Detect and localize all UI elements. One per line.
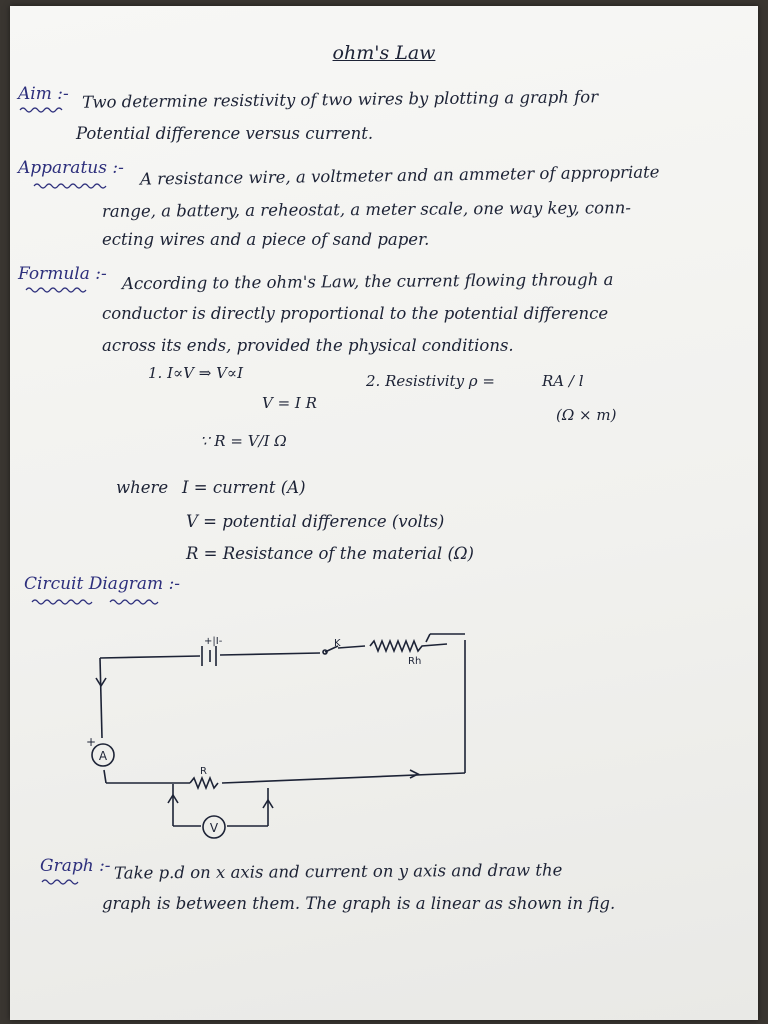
apparatus-line-2: range, a battery, a reheostat, a meter scale, one way key, conn-	[101, 198, 631, 221]
graph-line-1: Take p.d on x axis and current on y axis and draw the	[113, 860, 563, 883]
formula-2-expr: RA / l	[542, 372, 584, 390]
aim-line-1: Two determine resistivity of two wires by plotting a graph for	[81, 87, 599, 112]
ammeter-plus-sign: +	[86, 735, 97, 749]
formula-line-3: across its ends, provided the physical conditions.	[102, 336, 514, 355]
formula-2-unit: (Ω × m)	[556, 406, 617, 424]
rheostat-label: Rh	[408, 656, 422, 667]
notebook-page	[10, 6, 758, 1020]
graph-line-2: graph is between them. The graph is a linear as shown in fig.	[102, 894, 616, 913]
graph-label: Graph :-	[40, 856, 111, 876]
where-item-1: I = current (A)	[182, 478, 306, 497]
ammeter-label: A	[98, 749, 108, 763]
circuit-diagram	[80, 618, 500, 848]
aim-underline	[18, 106, 68, 114]
apparatus-label: Apparatus :-	[18, 158, 124, 178]
apparatus-line-3: ecting wires and a piece of sand paper.	[102, 230, 430, 249]
formula-1a: 1. I∝V ⇒ V∝I	[148, 364, 244, 382]
where-item-2: V = potential difference (volts)	[186, 512, 445, 531]
aim-label: Aim :-	[18, 84, 69, 104]
aim-line-2: Potential difference versus current.	[76, 124, 374, 143]
apparatus-line-1: A resistance wire, a voltmeter and an ammeter of appropriate	[139, 162, 660, 189]
page-title: ohm's Law	[332, 42, 436, 64]
where-label: where	[116, 478, 169, 497]
apparatus-underline	[32, 182, 112, 190]
circuit-label: Circuit Diagram :-	[24, 574, 181, 594]
voltmeter-label: V	[209, 821, 219, 835]
formula-line-1: According to the ohm's Law, the current flowing through a	[121, 269, 614, 294]
formula-1c: ∵ R = V/I Ω	[200, 432, 287, 450]
formula-line-2: conductor is directly proportional to the potential difference	[102, 304, 609, 323]
battery-label: +|I-	[204, 636, 223, 647]
circuit-underline	[30, 598, 170, 606]
formula-2-label: 2. Resistivity ρ =	[366, 372, 495, 390]
resistor-label: R	[200, 766, 207, 777]
where-item-3: R = Resistance of the material (Ω)	[186, 544, 474, 563]
key-label: K	[334, 638, 341, 649]
formula-underline	[24, 286, 94, 294]
graph-underline	[40, 878, 84, 886]
formula-label: Formula :-	[18, 264, 107, 284]
formula-1b: V = I R	[262, 394, 317, 412]
